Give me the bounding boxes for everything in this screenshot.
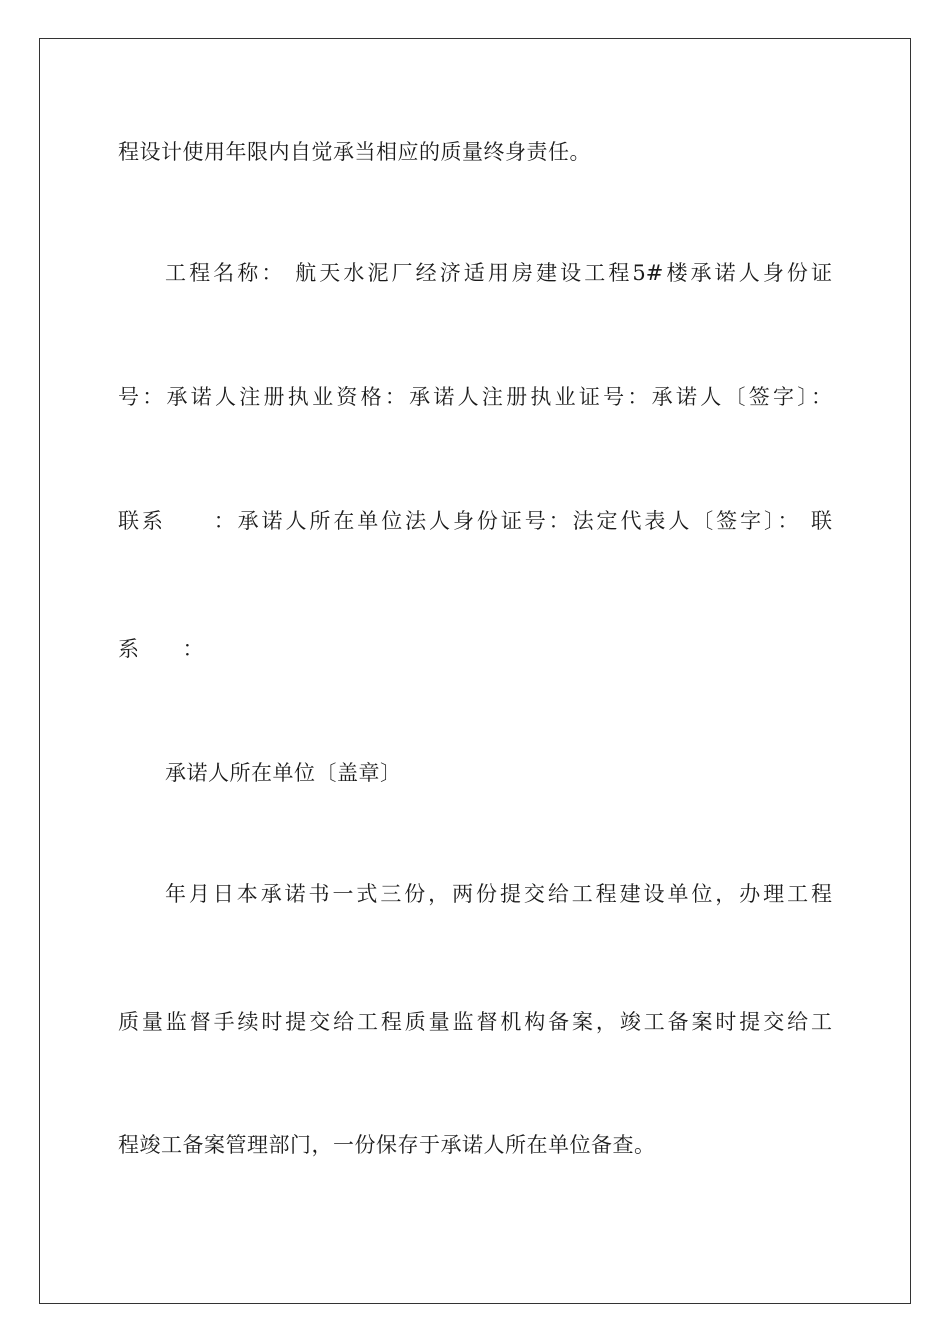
copies-line-3: 程竣工备案管理部门，一份保存于承诺人所在单位备查。 [118, 1133, 656, 1157]
copies-line-2: 质量监督手续时提交给工程质量监督机构备案，竣工备案时提交给工 [118, 1010, 832, 1034]
contact-line-end: 系 ： [118, 637, 204, 661]
project-name-line: 工程名称： 航天水泥厂经济适用房建设工程5#楼承诺人身份证 [165, 261, 832, 285]
contact-line: 联系 ：承诺人所在单位法人身份证号：法定代表人〔签字〕： 联 [118, 509, 832, 533]
seal-line: 承诺人所在单位〔盖章〕 [165, 761, 402, 785]
promisor-info-line: 号：承诺人注册执业资格：承诺人注册执业证号：承诺人〔签字〕： [118, 385, 832, 409]
text-line-1: 程设计使用年限内自觉承当相应的质量终身责任。 [118, 140, 591, 164]
copies-line-1: 年月日本承诺书一式三份，两份提交给工程建设单位，办理工程 [165, 882, 832, 906]
page-border [39, 38, 911, 1304]
